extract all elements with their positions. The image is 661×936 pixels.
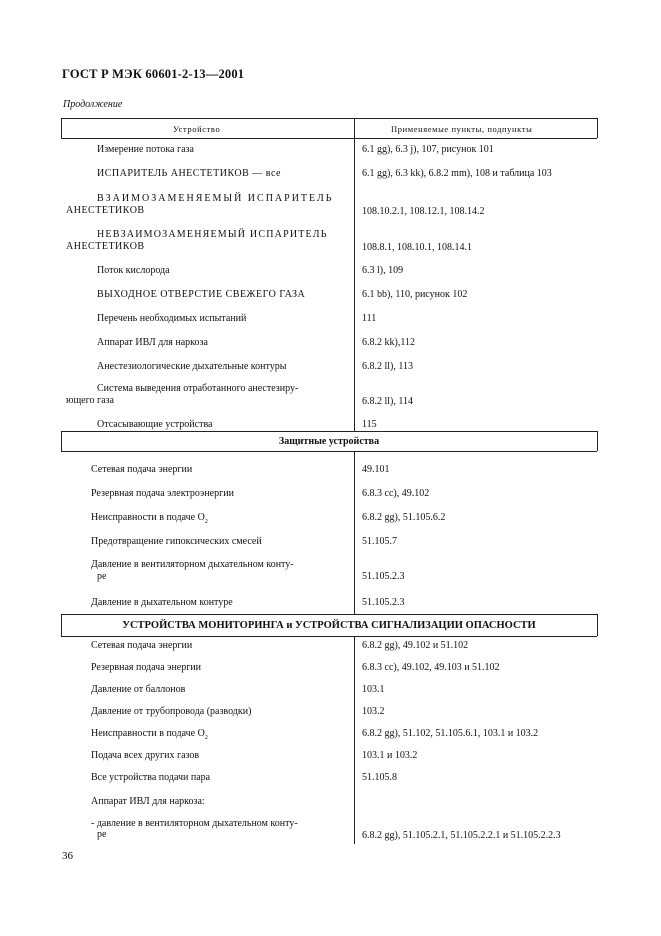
table-row-device: Сетевая подача энергии: [91, 640, 193, 651]
table-row-device-cont: ющего газа: [66, 395, 114, 406]
table-row-device: Предотвращение гипоксических смесей: [91, 536, 262, 547]
table-row-clauses: 6.1 gg), 6.3 kk), 6.8.2 mm), 108 и таблица 103: [362, 168, 552, 179]
table-row-clauses: 49.101: [362, 464, 390, 475]
table-row-device: ИСПАРИТЕЛЬ АНЕСТЕТИКОВ — все: [97, 168, 281, 179]
section-rule: [61, 431, 597, 432]
table-row-device: Давление от трубопровода (разводки): [91, 706, 252, 717]
section-title-monitoring: УСТРОЙСТВА МОНИТОРИНГА и УСТРОЙСТВА СИГНАЛИЗАЦИИ ОПАСНОСТИ: [122, 620, 536, 631]
table-row-clauses: 6.8.2 kk),112: [362, 337, 415, 348]
table-row-device: Резервная подача энергии: [91, 662, 202, 673]
table-row-device: Поток кислорода: [97, 265, 170, 276]
continuation-label: Продолжение: [63, 99, 123, 110]
table-row-device: Подача всех других газов: [91, 750, 200, 761]
section-rule: [61, 451, 597, 452]
table-row-clauses: 6.3 l), 109: [362, 265, 404, 276]
table-row-clauses: 103.1 и 103.2: [362, 750, 418, 761]
table-row-clauses: 6.8.2 gg), 51.105.2.1, 51.105.2.2.1 и 51.105.2.2.3: [362, 830, 561, 841]
subscript: 2: [204, 735, 208, 741]
table-row-device-cont: АНЕСТЕТИКОВ: [66, 241, 145, 252]
table-row-clauses: 6.8.3 cc), 49.102: [362, 488, 430, 499]
table-row-device: НЕВЗАИМОЗАМЕНЯЕМЫЙ ИСПАРИТЕЛЬ: [97, 229, 328, 240]
table-row-clauses: 115: [362, 419, 377, 430]
page-number: 36: [62, 850, 73, 862]
table-row-clauses: 6.8.3 cc), 49.102, 49.103 и 51.102: [362, 662, 500, 673]
table-row-clauses: 103.1: [362, 684, 385, 695]
table-row-clauses: 6.8.2 ll), 114: [362, 396, 414, 407]
section-rule: [61, 636, 597, 637]
table-row-device: Отсасывающие устройства: [97, 419, 213, 430]
table-row-device: Аппарат ИВЛ для наркоза:: [91, 796, 205, 807]
table-row-device: Сетевая подача энергии: [91, 464, 193, 475]
table-row-clauses: 108.8.1, 108.10.1, 108.14.1: [362, 242, 472, 253]
table-row-device: - давление в вентиляторном дыхательном конту-: [91, 818, 298, 829]
column-divider: [354, 636, 355, 844]
table-border-right: [597, 118, 598, 138]
table-row-clauses: 51.105.2.3: [362, 597, 405, 608]
table-row-device: Давление от баллонов: [91, 684, 186, 695]
table-row-device: [91, 728, 208, 744]
table-row-clauses: 51.105.2.3: [362, 571, 405, 582]
table-row-device: [91, 512, 208, 528]
document-title: ГОСТ Р МЭК 60601-2-13—2001: [62, 67, 245, 81]
table-row-clauses: 111: [362, 313, 377, 324]
table-row-device: Измерение потока газа: [97, 144, 194, 155]
table-row-device: Аппарат ИВЛ для наркоза: [97, 337, 208, 348]
section-rule: [61, 614, 597, 615]
column-header-device: Устройство: [173, 124, 221, 134]
table-row-clauses: 6.8.2 gg), 51.102, 51.105.6.1, 103.1 и 103.2: [362, 728, 539, 739]
device-text: Неисправности в подаче O: [91, 512, 205, 523]
table-row-device-cont: ре: [97, 571, 107, 582]
table-row-clauses: 6.1 gg), 6.3 j), 107, рисунок 101: [362, 144, 494, 155]
table-row-device: ВЗАИМОЗАМЕНЯЕМЫЙ ИСПАРИТЕЛЬ: [97, 193, 334, 204]
table-row-device: Давление в дыхательном контуре: [91, 597, 233, 608]
standards-table: [61, 118, 597, 844]
table-row-device: Перечень необходимых испытаний: [97, 313, 247, 324]
table-row-device: Система выведения отработанного анестезиру-: [97, 383, 299, 394]
table-border-right: [597, 431, 598, 451]
table-row-clauses: 6.1 bb), 110, рисунок 102: [362, 289, 468, 300]
table-row-device-cont: АНЕСТЕТИКОВ: [66, 205, 145, 216]
table-row-clauses: 6.8.2 ll), 113: [362, 361, 414, 372]
table-row-device: Анестезиологические дыхательные контуры: [97, 361, 287, 372]
device-text: Неисправности в подаче O: [91, 728, 205, 739]
table-row-clauses: 108.10.2.1, 108.12.1, 108.14.2: [362, 206, 485, 217]
table-row-device: Давление в вентиляторном дыхательном конту-: [91, 559, 294, 570]
column-divider: [354, 118, 355, 431]
table-row-device: Все устройства подачи пара: [91, 772, 211, 783]
table-row-device: Резервная подача электроэнергии: [91, 488, 234, 499]
table-row-clauses: 51.105.8: [362, 772, 397, 783]
table-border-right: [597, 614, 598, 636]
table-row-device: ВЫХОДНОЕ ОТВЕРСТИЕ СВЕЖЕГО ГАЗА: [97, 289, 306, 300]
table-row-device-cont: ре: [97, 829, 107, 840]
column-header-clauses: Применяемые пункты, подпункты: [391, 124, 533, 134]
table-header-rule: [61, 138, 597, 139]
table-row-clauses: 6.8.2 gg), 51.105.6.2: [362, 512, 446, 523]
column-divider: [354, 451, 355, 614]
table-row-clauses: 103.2: [362, 706, 385, 717]
table-row-clauses: 51.105.7: [362, 536, 397, 547]
table-border-top: [61, 118, 597, 119]
table-row-clauses: 6.8.2 gg), 49.102 и 51.102: [362, 640, 469, 651]
table-border-left: [61, 118, 62, 138]
subscript: 2: [204, 519, 208, 525]
section-title-protective: Защитные устройства: [278, 436, 380, 447]
